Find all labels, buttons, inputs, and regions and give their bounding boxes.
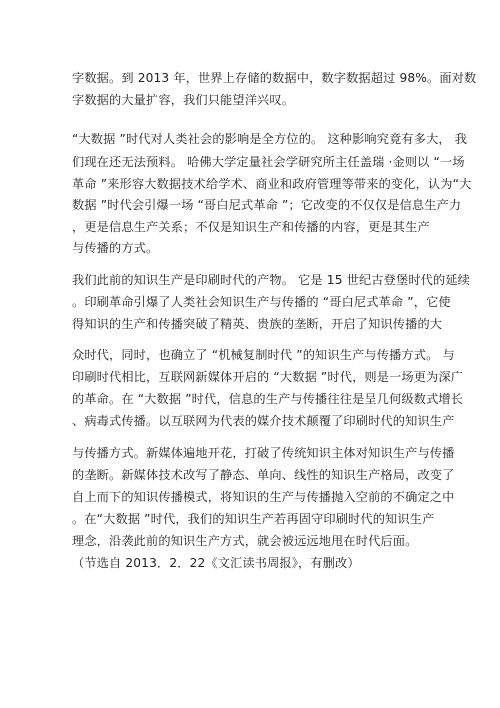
text-line: 理念，沿袭此前的知识生产方式，就会被远远地甩在时代后面。: [72, 534, 418, 548]
text-line: 字数据的大量扩容，我们只能望洋兴叹。: [72, 93, 295, 107]
text-line: 。印刷革命引爆了人类社会知识生产与传播的 “哥白尼式革命 ”，它使: [72, 295, 451, 309]
text-line: 自上而下的知识传播模式，将知识的生产与传播抛入空前的不确定之中: [72, 490, 455, 504]
text-line: 我们此前的知识生产是印刷时代的产物。 它是 15 世纪古登堡时代的延续: [72, 273, 471, 287]
text-line: 与传播的方式。: [72, 241, 159, 255]
text-line: 们现在还无法预料。 哈佛大学定量社会学研究所主任盖瑞 ·金则以 “一场: [72, 155, 465, 169]
text-line: 得知识的生产和传播突破了精英、贵族的垄断，开启了知识传播的大: [72, 317, 443, 331]
text-line: 字数据。到 2013 年，世界上存储的数据中，数字数据超过 98%。面对数: [72, 71, 477, 85]
text-line: 数据 ”时代会引爆一场 “哥白尼式革命 ”；它改变的不仅仅是信息生产力: [72, 198, 462, 212]
text-line: 印刷时代相比，互联网新媒体开启的 “大数据 ”时代，则是一场更为深广: [72, 370, 464, 384]
text-line: 革命 ”来形容大数据技术给学术、商业和政府管理等带来的变化，认为“大: [72, 177, 472, 191]
text-line: 、病毒式传播。以互联网为代表的媒介技术颠覆了印刷时代的知识生产: [72, 414, 455, 428]
text-line: 。在“大数据 ”时代，我们的知识生产若再固守印刷时代的知识生产: [72, 512, 435, 526]
text-line: 的垄断。新媒体技术改写了静态、单向、线性的知识生产格局，改变了: [72, 468, 455, 482]
text-line: 众时代，同时，也确立了 “机械复制时代 ”的知识生产与传播方式。 与: [72, 348, 455, 362]
text-line: ，更是信息生产关系；不仅是知识生产和传播的内容，更是其生产: [72, 220, 430, 234]
text-line: 与传播方式。新媒体遍地开花，打破了传统知识主体对知识生产与传播: [72, 446, 455, 460]
text-line: 的革命。在 “大数据 ”时代，信息的生产与传播往往是呈几何级数式增长: [72, 392, 464, 406]
source-note: （节选自 2013．2．22《文汇读书周报》，有删改）: [72, 556, 360, 570]
text-line: “大数据 ”时代对人类社会的影响是全方位的。 这种影响究竟有多大， 我: [72, 132, 468, 146]
